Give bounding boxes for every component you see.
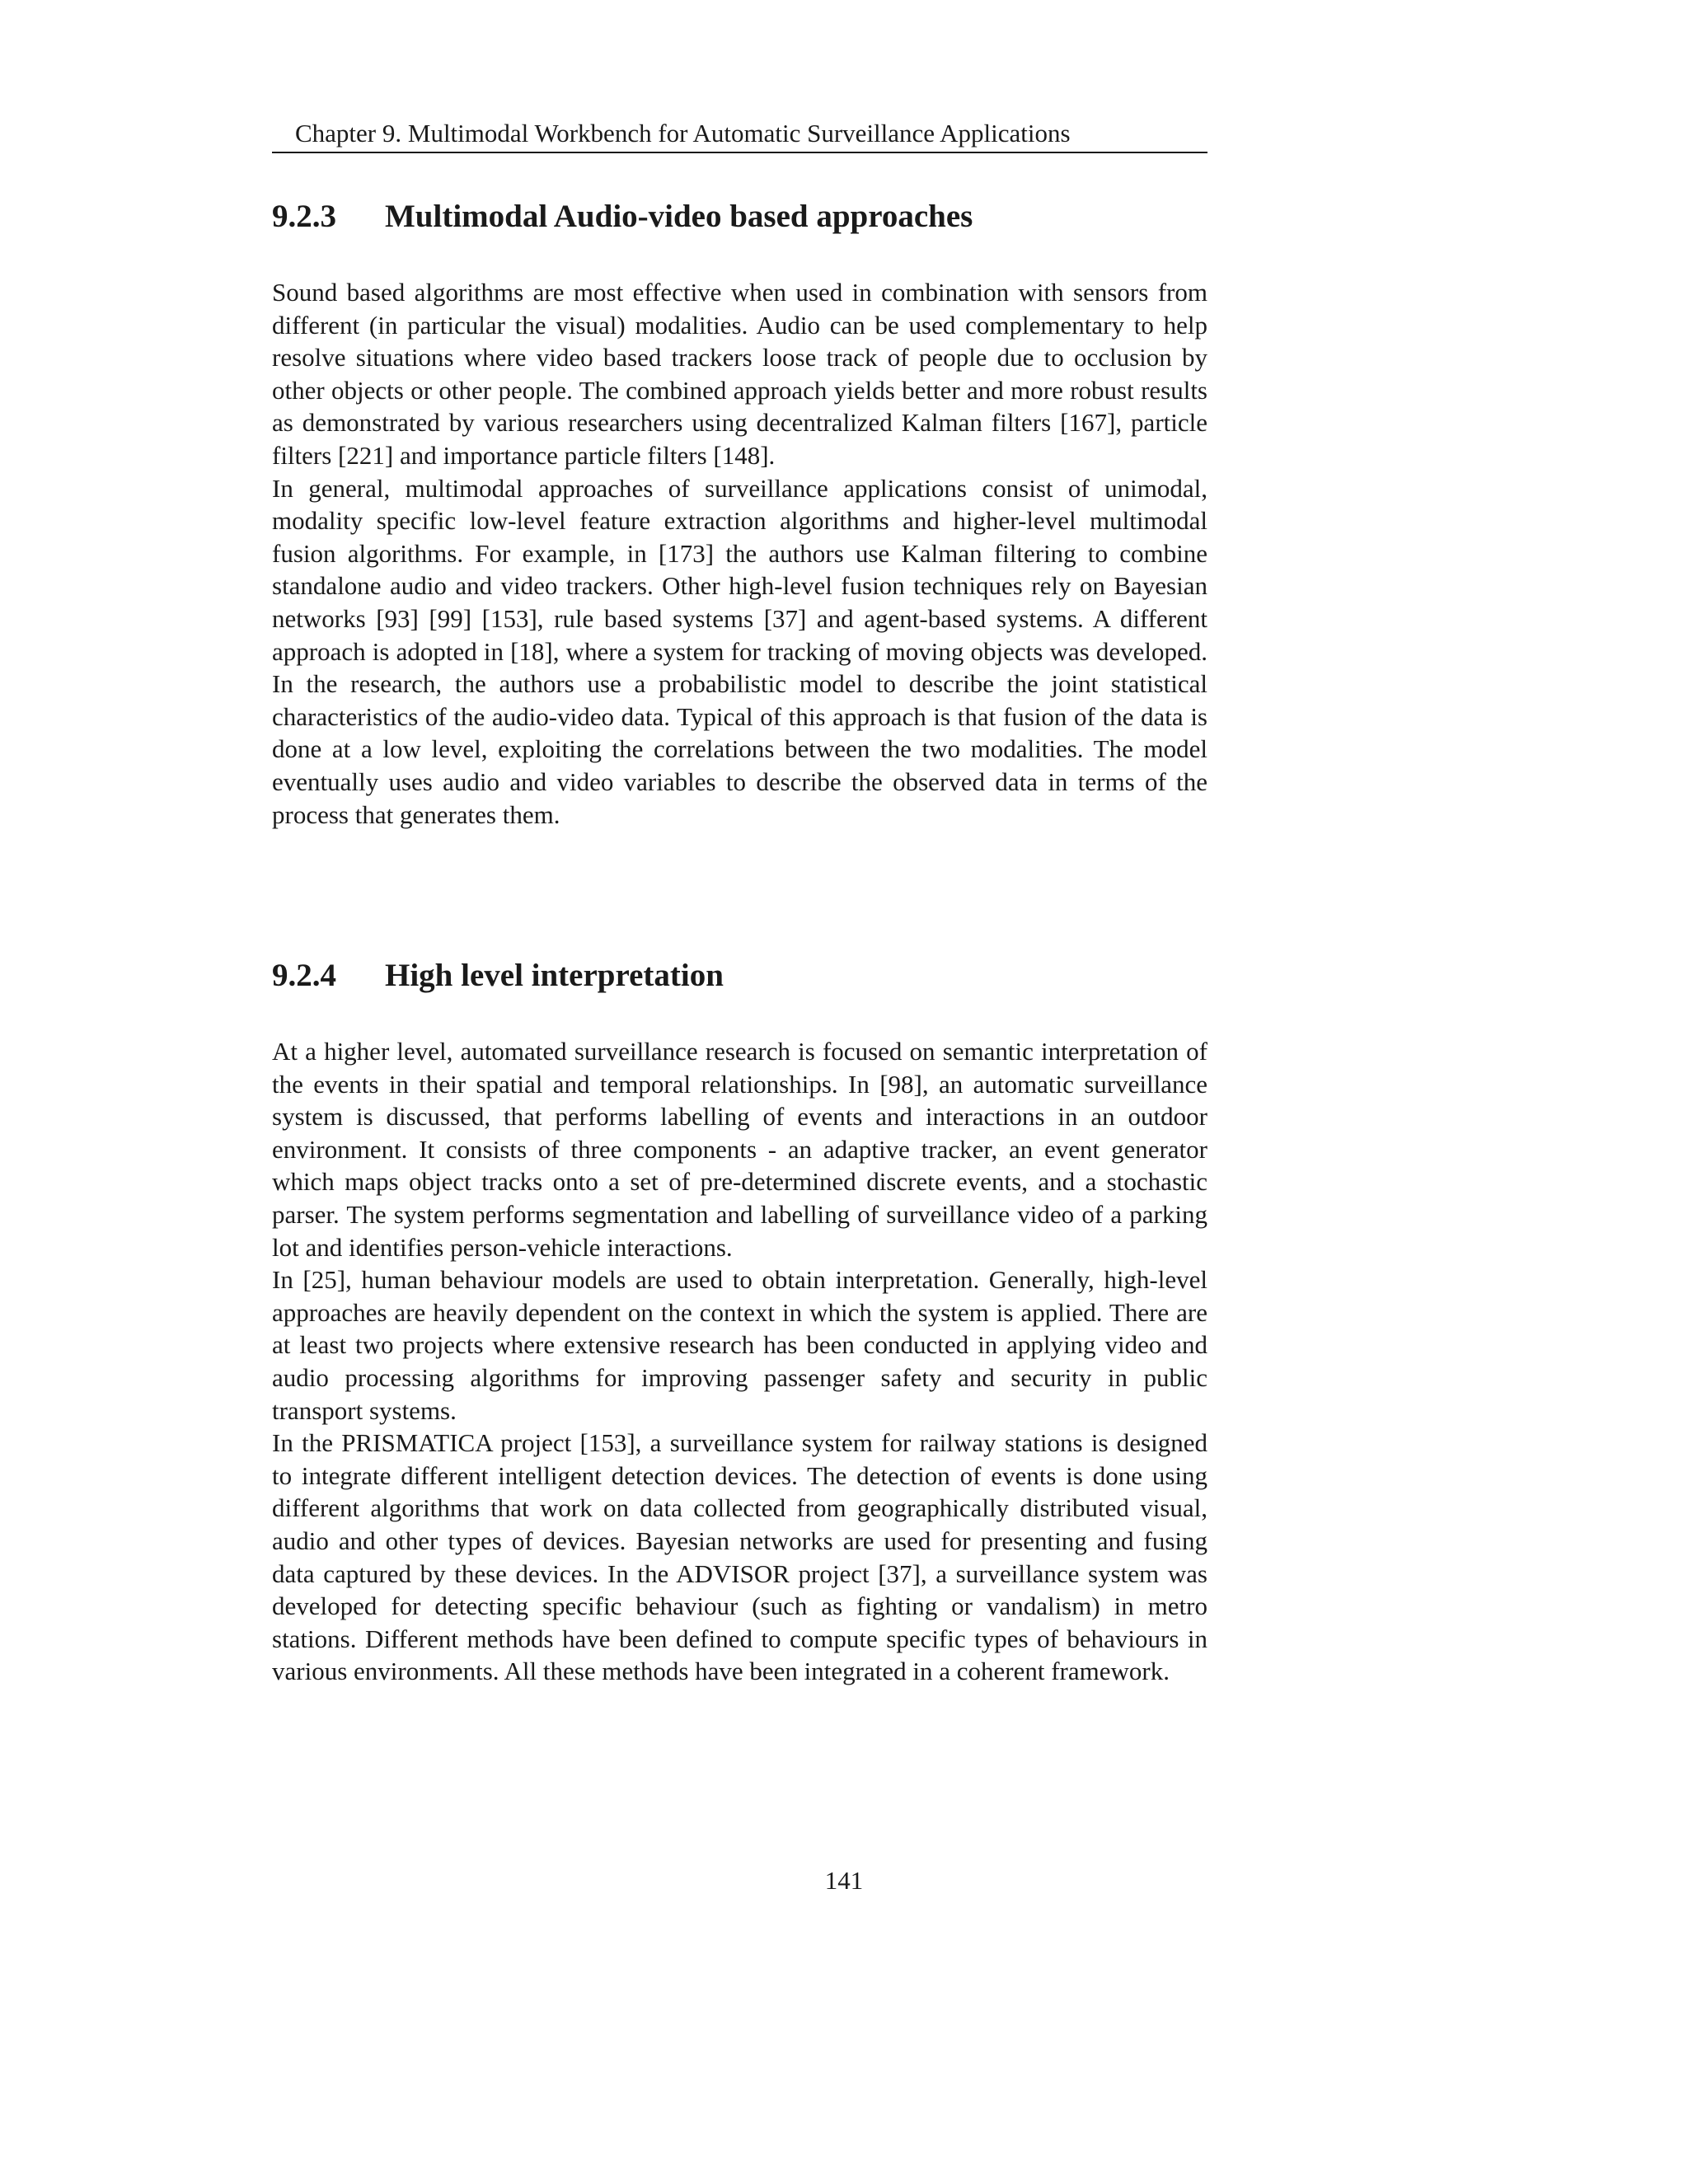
section-heading-9-2-4 (272, 956, 1207, 996)
paragraph: Sound based algorithms are most effective when used in combination with sensors from different (in particular the visual) modalities. Audio can be used complementary to help resolve situations where video based trackers loose track of people due to occlusion by other objects or other people. The combined approach yields better and more robust results as demonstrated by various researchers using decentralized Kalman filters [167], particle filters [221] and importance particle filters [148]. (272, 278, 1207, 470)
section-number: 9.2.3 (272, 199, 336, 234)
section-heading-9-2-3 (272, 197, 1207, 237)
section-title: High level interpretation (385, 958, 724, 994)
section-body-9-2-4 (272, 1035, 1207, 1688)
paragraph: In general, multimodal approaches of surveillance applications consist of unimodal, modality specific low-level feature extraction algorithms and higher-level multimodal fusion algorithms. For example, in [173] the authors use Kalman filtering to combine standalone audio and video trackers. Other high-level fusion techniques rely on Bayesian networks [93] [99] [153], rule based systems [37] and agent-based systems. A different approach is adopted in [18], where a system for tracking of moving objects was developed. In the research, the authors use a probabilistic model to describe the joint statistical characteristics of the audio-video data. Typical of this approach is that fusion of the data is done at a low level, exploiting the correlations between the two modalities. The model eventually uses audio and video variables to describe the observed data in terms of the process that generates them. (272, 473, 1207, 829)
section-body-9-2-3 (272, 276, 1207, 831)
section-number: 9.2.4 (272, 958, 336, 994)
page-body (272, 117, 1207, 1688)
page-number: 141 (824, 1866, 864, 1895)
paragraph: In the PRISMATICA project [153], a surveillance system for railway stations is designed to integrate different intelligent detection devices. The detection of events is done using different algorithms that work on data collected from geographically distributed visual, audio and other types of devices. Bayesian networks are used for presenting and fusing data captured by these devices. In the ADVISOR project [37], a surveillance system was developed for detecting specific behaviour (such as fighting or vandalism) in metro stations. Different methods have been defined to compute specific types of behaviours in various environments. All these methods have been integrated in a coherent framework. (272, 1428, 1207, 1686)
section-title: Multimodal Audio-video based approaches (385, 199, 973, 234)
running-head: Chapter 9. Multimodal Workbench for Automatic Surveillance Applications (272, 117, 1207, 153)
paragraph: In [25], human behaviour models are used to obtain interpretation. Generally, high-level approaches are heavily dependent on the context in which the system is applied. There are at least two projects where extensive research has been conducted in applying video and audio processing algorithms for improving passenger safety and security in public transport systems. (272, 1265, 1207, 1425)
paragraph: At a higher level, automated surveillance research is focused on semantic interpretation of the events in their spatial and temporal relationships. In [98], an automatic surveillance system is discussed, that performs labelling of events and interactions in an outdoor environment. It consists of three components - an adaptive tracker, an event generator which maps object tracks onto a set of pre-determined discrete events, and a stochastic parser. The system performs segmentation and labelling of surveillance video of a parking lot and identifies person-vehicle interactions. (272, 1037, 1207, 1262)
